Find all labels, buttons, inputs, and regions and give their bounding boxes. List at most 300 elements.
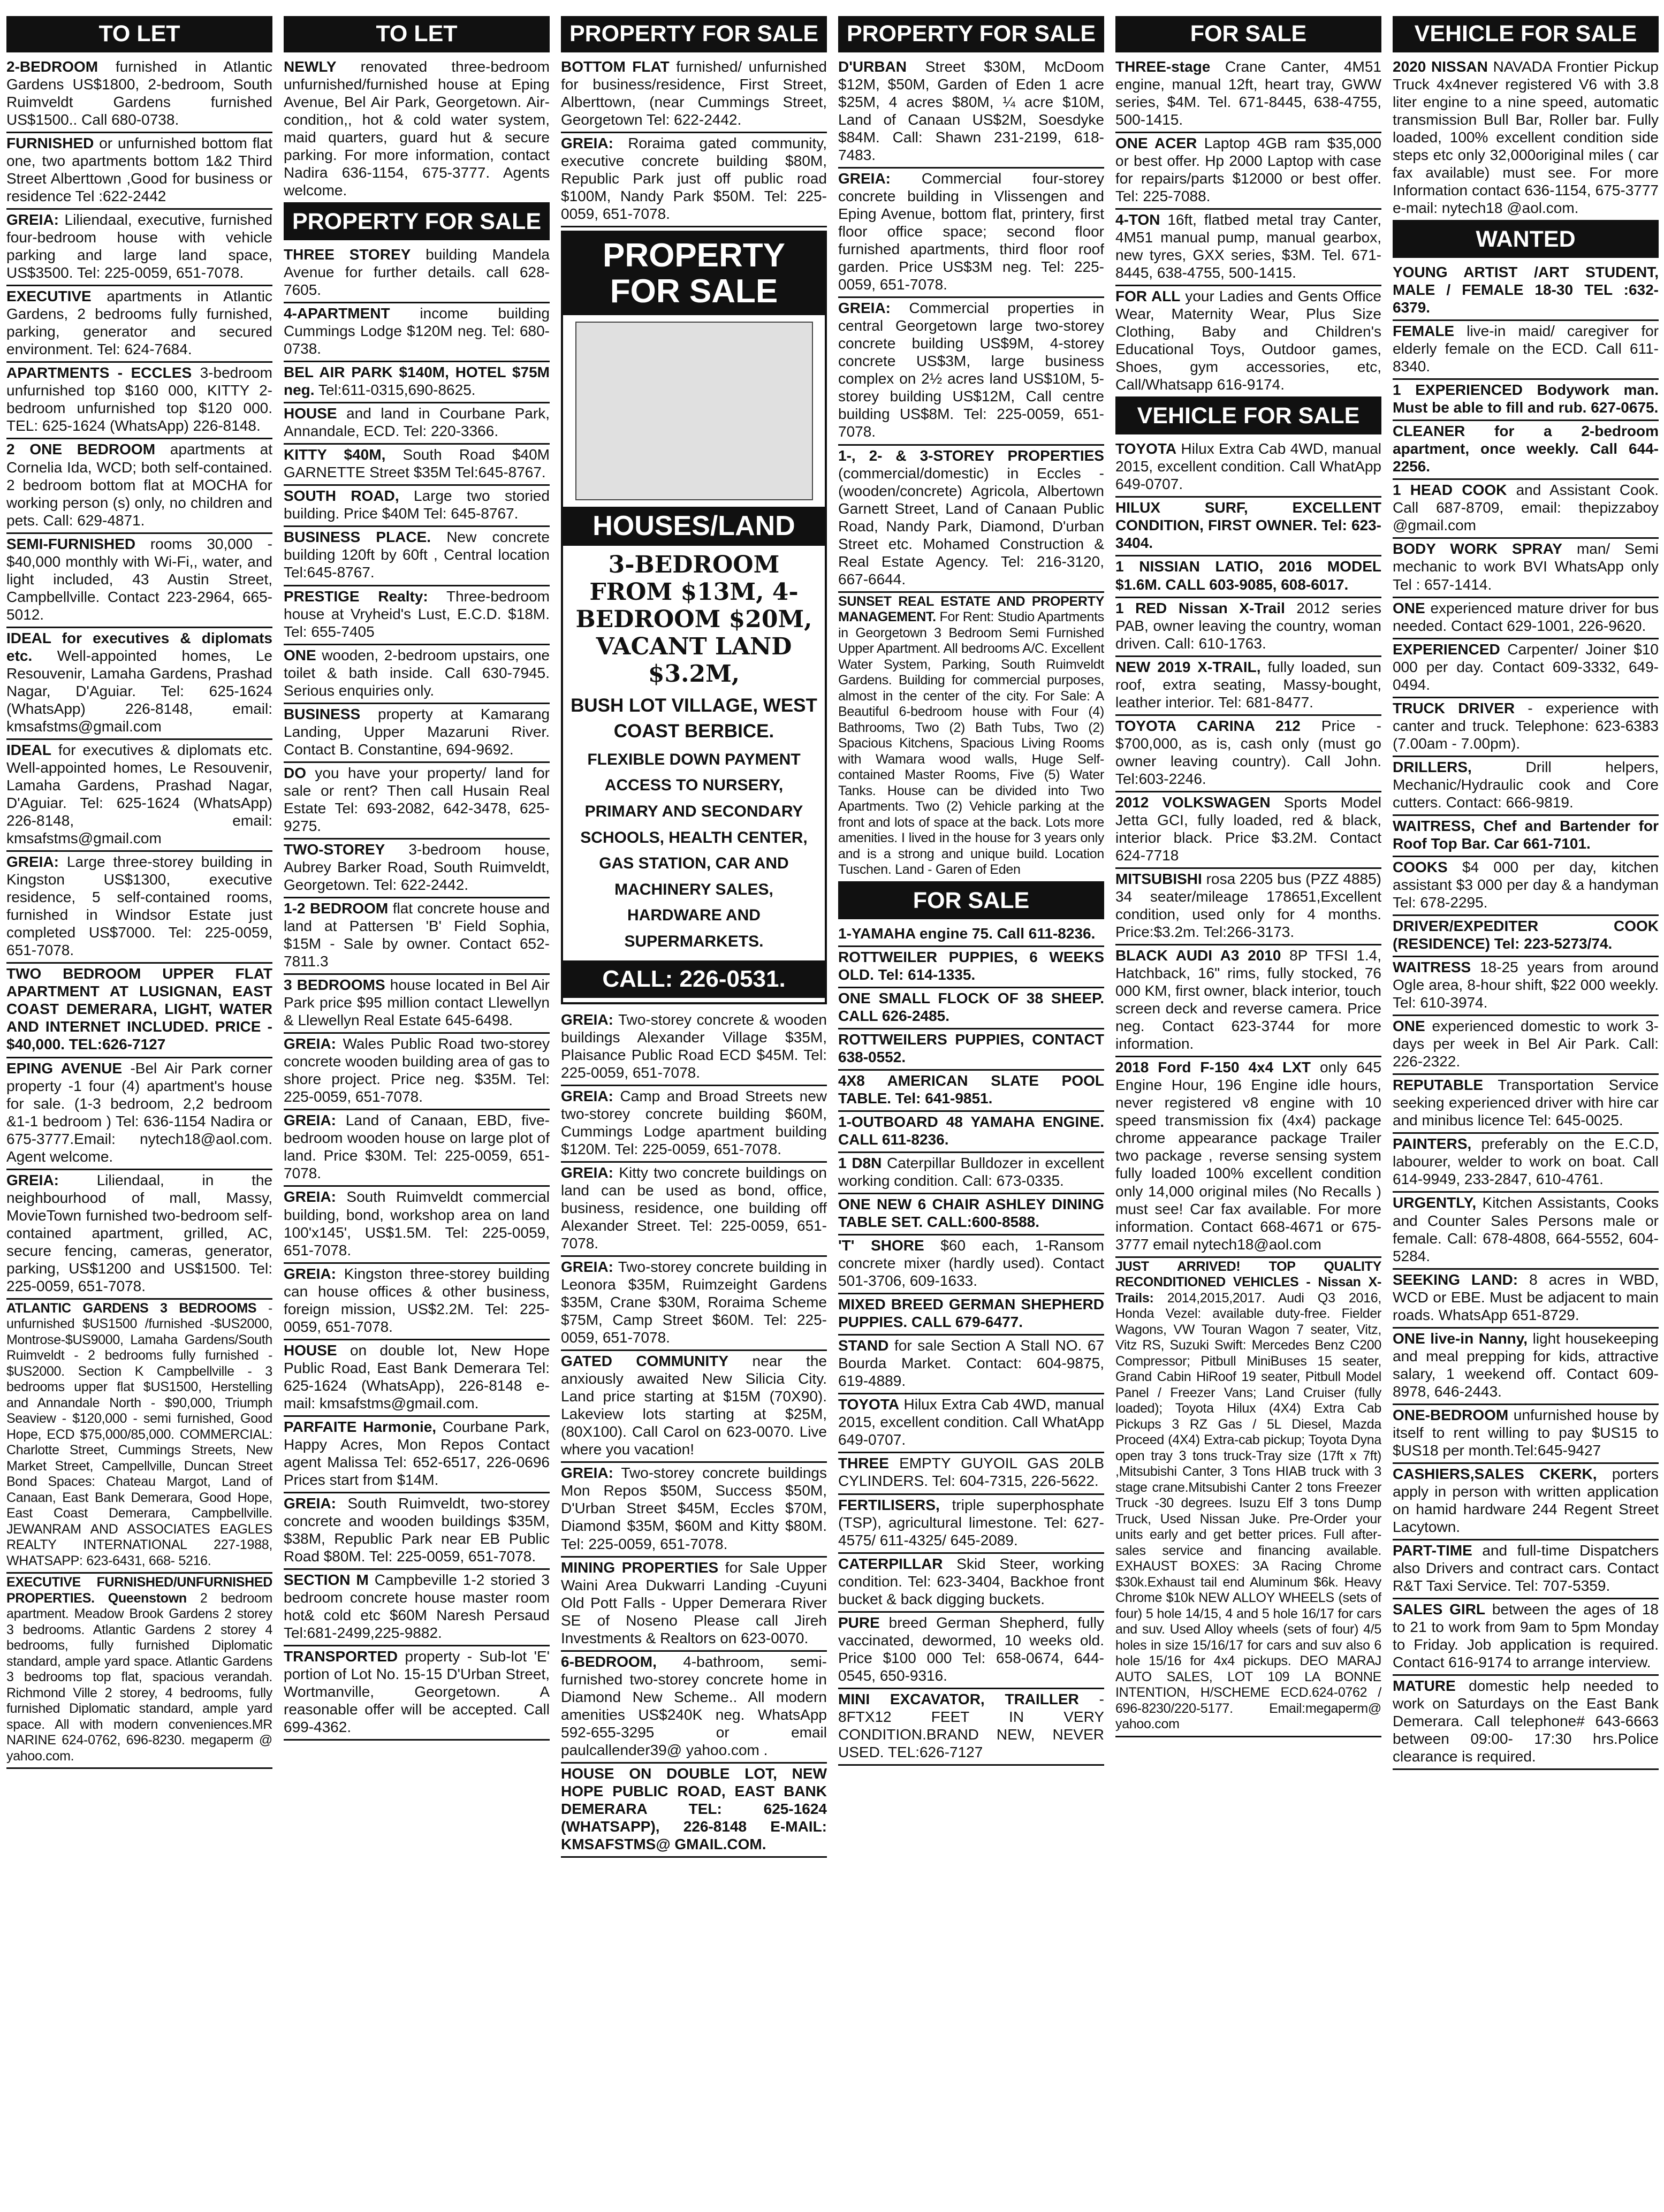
classified-ad <box>284 975 550 1034</box>
ad-lead: EXPERIENCED <box>1393 640 1500 658</box>
classified-ad <box>1393 321 1659 380</box>
classified-ad <box>284 1264 550 1340</box>
ad-lead: GREIA: <box>561 1087 613 1104</box>
ad-lead: MITSUBISHI <box>1115 870 1202 887</box>
ad-lead: JUST ARRIVED! TOP QUALITY RECONDITIONED VEHICLES - Nissan X-Trails: <box>1115 1258 1381 1306</box>
ad-lead: BLACK AUDI A3 2010 <box>1115 947 1281 964</box>
ad-body: breed German Shepherd, fully vaccinated, dewormed, 10 weeks old. Price $100 000 Tel: 658-0674, 644-0545, 650-9316. <box>838 1614 1104 1684</box>
classified-ad <box>284 245 550 303</box>
section-header-to-let: TO LET <box>6 16 272 52</box>
ad-lead: ONE <box>1393 599 1425 616</box>
classified-ad <box>6 964 272 1058</box>
ad-lead: GREIA: <box>838 170 891 187</box>
ad-lead: TRUCK DRIVER <box>1393 699 1515 716</box>
ad-body: 18-25 years from around Ogle area, 8-hour shift, $22 000 weekly. Tel: 610-3974. <box>1393 959 1659 1011</box>
ad-body: Two-storey concrete building in Leonora $35M, Ruimzeight Gardens $35M, Crane $30M, Roraima Scheme $75M, Camp Street $60M. Tel: 225-0059, 651-7078. <box>561 1258 827 1346</box>
classified-ad <box>284 840 550 898</box>
ad-body: Wales Public Road two-storey concrete wooden building area of gas to shore project. Price neg. $35M. Tel: 225-0059, 651-7078. <box>284 1035 550 1105</box>
classified-ad <box>1115 133 1381 210</box>
ad-lead: NEWLY <box>284 58 337 75</box>
ad-lead: GREIA: <box>284 1265 336 1282</box>
feature-ad-houses-land <box>561 231 827 1004</box>
ad-lead: D'URBAN <box>838 58 907 75</box>
ad-lead: THREE <box>838 1455 889 1472</box>
ad-lead: TRANSPORTED <box>284 1648 398 1665</box>
ad-body: flat concrete house and land at Pattersen 'B' Field Sophia, $15M - Sale by owner. Contact 652-7811.3 <box>284 900 550 970</box>
column-3 <box>561 16 827 2205</box>
ad-body: Three-bedroom house at Vryheid's Lust, E.C.D. $18M. Tel: 655-7405 <box>284 588 550 640</box>
ad-body: -Bel Air Park corner property -1 four (4) apartment's house for sale. (1-3 bedroom, 2,2 bedroom &1-1 bedroom ) Tel: 636-1154 Nadira or 675-3777.Email: nytech18@aol.com. Agent welcome. <box>6 1059 272 1165</box>
classified-ad <box>284 1034 550 1110</box>
ad-lead: 1-2 BEDROOM <box>284 900 389 917</box>
feature-prices: 3-BEDROOM FROM $13M, 4-BEDROOM $20M, VACANT LAND $3.2M, <box>575 551 812 688</box>
ad-body: NAVADA Frontier Pickup Truck 4x4never registered V6 with 3.8 liter engine to a nine speed, automatic transmission Bull Bar, Roller bar. Fully loaded, 100% excellent condition side steps etc only 32,000original miles ( car fax available) must see. For more Information contact 636-1154, 675-3777 e-mail: nytech18 @aol.com. <box>1393 58 1659 217</box>
ad-lead: 2018 Ford F-150 4x4 LXT <box>1115 1059 1311 1076</box>
ad-list <box>1393 262 1659 1770</box>
classified-ad <box>561 1558 827 1652</box>
classified-ad <box>838 1394 1104 1453</box>
classified-ad <box>6 1574 272 1769</box>
classified-ad <box>1393 57 1659 222</box>
ad-lead: DO <box>284 764 306 781</box>
ad-lead: CASHIERS,SALES CKERK, <box>1393 1465 1597 1482</box>
ad-lead: TOYOTA <box>1115 440 1177 457</box>
ad-lead: 2 ONE BEDROOM <box>6 441 156 458</box>
ad-lead: TOYOTA CARINA 212 <box>1115 717 1301 734</box>
column-4 <box>838 16 1104 2205</box>
classified-ad <box>838 1453 1104 1494</box>
classified-ad <box>6 363 272 439</box>
ad-body: domestic help needed to work on Saturdays on the East Bank Demerara. Call telephone# 643-6663 between 09:00- 17:30 hrs.Police clearance is required. <box>1393 1677 1659 1765</box>
ad-body: 3-bedroom house, Aubrey Barker Road, South Ruimveldt, Georgetown. Tel: 622-2442. <box>284 841 550 893</box>
ad-body: 2 bedroom apartment. Meadow Brook Gardens 2 storey 3 bedrooms. Atlantic Gardens 2 storey 4 bedrooms, fully furnished Diplomatic standard, ample yard space. Atlantic Gardens 3 bedrooms top flat, spacious verandah. Richmond Ville 2 storey, 4 bedrooms, fully furnished Diplomatic standard, ample yard space. All with modern conveniences.MR NARINE 624-0762, 696-8230. megaperm @ yahoo.com. <box>6 1590 272 1764</box>
ad-body: New concrete building 120ft by 60ft , Central location Tel:645-8767. <box>284 529 550 581</box>
ad-body: Two-storey concrete & wooden buildings Alexander Village $35M, Plaisance Public Road ECD $45M. Tel: 225-0059, 651-7078. <box>561 1011 827 1081</box>
ad-body: South Ruimveldt, two-storey concrete and wooden buildings $35M, $38M, Republic Park near EB Public Road $80M. Tel: 225-0059, 651-7078. <box>284 1494 550 1565</box>
classified-ad <box>284 763 550 840</box>
classified-ad <box>561 1257 827 1351</box>
ad-lead: CLEANER for a 2-bedroom apartment, once weekly. Call 644-2256. <box>1393 423 1659 475</box>
classified-ad <box>1393 1329 1659 1405</box>
ad-body: - experience with canter and truck. Telephone: 623-6383 (7.00am - 7.00pm). <box>1393 699 1659 752</box>
ad-lead: GREIA: <box>561 134 613 151</box>
ad-body: rosa 2205 bus (PZZ 4885) 34 seater/mileage 178651,Excellent condition, used only for 4 months. Price:$3.2m. Tel:266-3173. <box>1115 870 1381 941</box>
column-2 <box>284 16 550 2205</box>
section-header-for-sale: FOR SALE <box>838 883 1104 919</box>
ad-list <box>6 57 272 1769</box>
ad-body: Kitty two concrete buildings on land can be used as bond, office, business, residence, one building off Alexander Street. Tel: 225-0059, 651-7078. <box>561 1164 827 1252</box>
classified-ad <box>1393 957 1659 1016</box>
ad-body: rooms 30,000 - $40,000 monthly with Wi-Fi,, water, and light included, 43 Austin Street, Campbellville. Contact 223-2964, 665-5012. <box>6 535 272 623</box>
ad-body: 16ft, flatbed metal tray Canter, 4M51 manual pump, manual gearbox, new tyres, GXX series, $3M. Tel. 671-8445, 638-4755, 500-1415. <box>1115 211 1381 281</box>
ad-body: (commercial/domestic) in Eccles - (wooden/concrete) Agricola, Albertown Garnett Street, Land of Canaan Public Road, Nandy Park, Diamond, D'urban Street etc. Mohamed Construction & Real Estate Agency. Tel: 216-3120, 667-6644. <box>838 464 1104 588</box>
ad-lead: TWO-STOREY <box>284 841 385 858</box>
classified-ad <box>1393 380 1659 421</box>
classified-ad <box>1115 556 1381 598</box>
ad-lead: SEEKING LAND: <box>1393 1271 1518 1288</box>
classified-ad <box>1393 698 1659 757</box>
classified-ad <box>561 1351 827 1463</box>
ad-lead: 1-OUTBOARD 48 YAMAHA ENGINE. CALL 611-8236. <box>838 1113 1104 1148</box>
ad-lead: TOYOTA <box>838 1396 900 1413</box>
section-header-for-sale: FOR SALE <box>1115 16 1381 52</box>
ad-lead: SOUTH ROAD, <box>284 487 399 505</box>
ad-lead: DRILLERS, <box>1393 758 1472 775</box>
classified-ad <box>1393 916 1659 957</box>
classified-ad <box>838 298 1104 445</box>
ad-lead: URGENTLY, <box>1393 1194 1477 1211</box>
classified-ad <box>1115 286 1381 398</box>
ad-body: man/ Semi mechanic to work BVI WhatsApp only Tel : 657-1414. <box>1393 540 1659 593</box>
ad-body: and full-time Dispatchers also Drivers and contract cars. Contact R&T Taxi Service. Tel: 707-5359. <box>1393 1542 1659 1595</box>
ad-lead: DRIVER/EXPEDITER COOK (RESIDENCE) Tel: 223-5273/74. <box>1393 918 1659 952</box>
ad-lead: GREIA: <box>284 1494 336 1512</box>
feature-heading: PROPERTY FOR SALE <box>563 233 825 315</box>
classified-ad <box>284 1187 550 1263</box>
classified-ad <box>6 133 272 210</box>
ad-lead: HOUSE <box>284 405 337 422</box>
ad-lead: SALES GIRL <box>1393 1601 1486 1618</box>
classified-ad <box>1393 1193 1659 1269</box>
ad-body: for Sale Upper Waini Area Dukwarri Landing -Cuyuni Old Pott Falls - Upper Demerara River SE of Noseno Please call Jireh Investments & Realtors on 623-0070. <box>561 1559 827 1646</box>
ad-body: Camp and Broad Streets new two-storey concrete building $60M, Cummings Lodge apartment building $120M. Tel: 225-0059, 651-7078. <box>561 1087 827 1157</box>
classified-ad <box>1115 57 1381 133</box>
classified-ad <box>284 1340 550 1417</box>
ad-lead: ATLANTIC GARDENS 3 BEDROOMS <box>6 1300 257 1316</box>
ad-lead: GREIA: <box>6 1171 59 1188</box>
ad-body: South Road $40M GARNETTE Street $35M Tel:645-8767. <box>284 446 550 481</box>
ad-body: Sports Model Jetta GCI, fully loaded, red & black, interior black. Price $3.2M. Contact 624-7718 <box>1115 794 1381 864</box>
classified-ad <box>838 169 1104 298</box>
classified-ad <box>838 947 1104 988</box>
ad-body: Campbeville 1-2 storied 3 bedroom concrete house master room hot& cold etc $60M Naresh Persaud Tel:681-2499,225-9882. <box>284 1572 550 1642</box>
ad-body: light housekeeping and meal prepping for kids, attractive salary, 1 weekend off. Contact 609-8978, 646-2443. <box>1393 1330 1659 1400</box>
ad-lead: PURE <box>838 1614 880 1631</box>
column-5 <box>1115 16 1381 2205</box>
ad-body: South Ruimveldt commercial building, bond, workshop area on land 100'x145', US$1.5M. Tel: 225-0059, 651-7078. <box>284 1188 550 1258</box>
ad-body: experienced mature driver for bus needed. Contact 629-1001, 226-9620. <box>1393 599 1659 634</box>
classified-ad <box>838 1613 1104 1689</box>
classified-ad <box>1393 539 1659 598</box>
ad-lead: 'T' SHORE <box>838 1237 924 1254</box>
ad-lead: THREE-stage <box>1115 58 1211 75</box>
ad-body: Liliendaal, in the neighbourhood of mall, Massy, MovieTown furnished two-bedroom self-contained apartment, grilled, AC, secure fencing, cameras, generator, parking, US$1200 and US$1500. Tel: 225-0059, 651-7078. <box>6 1171 272 1294</box>
classified-ad <box>284 1417 550 1493</box>
section-header-vehicle-for-sale: VEHICLE FOR SALE <box>1115 398 1381 434</box>
classified-ad <box>838 1336 1104 1394</box>
ad-list <box>1115 439 1381 1737</box>
classified-ad <box>6 1058 272 1170</box>
ad-lead: PAINTERS, <box>1393 1135 1472 1153</box>
classified-ad <box>1115 498 1381 556</box>
ad-lead: 2020 NISSAN <box>1393 58 1488 75</box>
classified-ad <box>6 628 272 740</box>
classified-ad <box>284 1493 550 1570</box>
ad-lead: GREIA: <box>561 1258 613 1276</box>
ad-lead: PART-TIME <box>1393 1542 1472 1559</box>
ad-lead: BOTTOM FLAT <box>561 58 670 75</box>
classified-ad <box>1115 210 1381 286</box>
classified-ad <box>838 1495 1104 1554</box>
classified-ad <box>6 740 272 852</box>
classified-ad <box>561 1652 827 1764</box>
ad-body: Land of Canaan, EBD, five-bedroom wooden house on large plot of land. Price $30M. Tel: 225-0059, 651-7078. <box>284 1112 550 1182</box>
classified-ad <box>1393 262 1659 321</box>
classified-ad <box>6 1170 272 1300</box>
classified-ad <box>284 57 550 204</box>
ad-lead: EXECUTIVE FURNISHED/UNFURNISHED PROPERTIES. Queenstown <box>6 1575 272 1606</box>
ad-lead: 1 NISSIAN LATIO, 2016 MODEL $1.6M. CALL 603-9085, 608-6017. <box>1115 558 1381 593</box>
section-header-wanted: WANTED <box>1393 222 1659 258</box>
ad-lead: BUSINESS <box>284 705 361 722</box>
ad-lead: COOKS <box>1393 858 1448 875</box>
ad-lead: 1-YAMAHA engine 75. Call 611-8236. <box>838 925 1096 942</box>
classified-ad <box>1393 1540 1659 1599</box>
ad-lead: TWO BEDROOM UPPER FLAT APARTMENT AT LUSIGNAN, EAST COAST DEMERARA, LIGHT, WATER AND INTERNET INCLUDED. PRICE - $40,000. TEL:626-7127 <box>6 965 272 1053</box>
ad-lead: GREIA: <box>6 853 59 871</box>
ad-list <box>561 57 827 227</box>
ad-body: Liliendaal, executive, furnished four-bedroom house with vehicle parking and large land space, US$3500. Tel: 225-0059, 651-7078. <box>6 211 272 281</box>
classified-ad <box>838 1071 1104 1112</box>
classified-ad <box>6 852 272 964</box>
ad-body: and land in Courbane Park, Annandale, ECD. Tel: 220-3366. <box>284 405 550 440</box>
ad-body: furnished in Atlantic Gardens US$1800, 2-bedroom, South Ruimveldt Gardens furnished US$1500.. Call 680-0738. <box>6 58 272 128</box>
ad-lead: 1 D8N <box>838 1154 882 1171</box>
ad-lead: BEL AIR PARK $140M, HOTEL $75M neg. <box>284 364 550 399</box>
ad-lead: THREE STOREY <box>284 246 411 263</box>
classified-ad <box>284 645 550 704</box>
ad-lead: ONE live-in Nanny, <box>1393 1330 1528 1347</box>
ad-body: between the ages of 18 to 21 to work from 9am to 5pm Monday to Friday. Job application is required. Contact 616-9174 to arrange interview. <box>1393 1601 1659 1671</box>
ad-body: Hilux Extra Cab 4WD, manual 2015, excellent condition. Call WhatApp 649-0707. <box>1115 440 1381 493</box>
ad-body: Price - $700,000, as is, cash only (must go owner leaving country). Call John. Tel:603-2246. <box>1115 717 1381 787</box>
classified-ad <box>838 1235 1104 1294</box>
ad-lead: FERTILISERS, <box>838 1496 940 1513</box>
classified-ad <box>561 1086 827 1163</box>
ad-list <box>284 245 550 1741</box>
ad-lead: REPUTABLE <box>1393 1077 1484 1094</box>
ad-body: porters apply in person with written application on hamid hardware 244 Regent Street Lacytown. <box>1393 1465 1659 1535</box>
classified-ad <box>1393 1075 1659 1134</box>
ad-lead: SEMI-FURNISHED <box>6 535 136 552</box>
ad-body: For Rent: Studio Apartments in Georgetown 3 Bedroom Semi Furnished Upper Apartment. All bedrooms A/C. Excellent Water System, Parking, South Ruimveldt Gardens. Building for commercial purposes, almost in the center of the city. For Sale: A Beautiful 6-bedroom house with Four (4) Bathrooms, Two (2) Bath Tubs, Two (2) Spacious Kitchens, Spacious Living Rooms with Wamara wood walls, Huge Self-contained Master Rooms, Five (5) Water Tanks. House can be divided into Two Apartments. Two (2) Vehicle parking at the front and lots of space at the back. Lots more amenities. I lived in the house for 3 years only and is a strong and unique build. Location Tuschen. Land - Garen of Eden <box>838 609 1104 878</box>
classified-ad <box>1393 1599 1659 1676</box>
classified-ad <box>838 1294 1104 1336</box>
classified-ad <box>1115 1057 1381 1257</box>
classified-ad <box>838 1194 1104 1235</box>
classified-ad <box>561 1010 827 1086</box>
ad-lead: YOUNG ARTIST /ART STUDENT, MALE / FEMALE 18-30 TEL :632-6379. <box>1393 264 1659 316</box>
ad-body: for sale Section A Stall NO. 67 Bourda Market. Contact: 604-9875, 619-4889. <box>838 1337 1104 1390</box>
ad-body: - 8FTX12 FEET IN VERY CONDITION.BRAND NEW, NEVER USED. TEL:626-7127 <box>838 1690 1104 1760</box>
ad-body: Courbane Park, Happy Acres, Mon Repos Contact agent Malissa Tel: 652-6517, 226-0696 Prices start from $14M. <box>284 1418 550 1488</box>
ad-body: apartments at Cornelia Ida, WCD; both self-contained. 2 bedroom bottom flat at MOCHA for working person (s) only, no children and pets. Call: 629-4871. <box>6 441 272 529</box>
ad-body: building Mandela Avenue for further details. call 628-7605. <box>284 246 550 299</box>
classified-ad <box>1393 1405 1659 1464</box>
classified-ad <box>1115 439 1381 498</box>
ad-body: Carpenter/ Joiner $10 000 per day. Contact 609-3332, 649-0494. <box>1393 640 1659 693</box>
ad-lead: HOUSE <box>284 1341 337 1359</box>
classified-ad <box>1115 657 1381 716</box>
ad-body: Well-appointed homes, Le Resouvenir, Lamaha Gardens, Prashad Nagar, D'Aguiar. Tel: 625-1624 (WhatsApp) 226-8148, email: kmsafstms@gmail.com <box>6 647 272 735</box>
ad-body: Roraima gated community, executive concrete building $80M, Republic Park just off public road $100M, Nandy Park $50M. Tel: 225-0059, 651-7078. <box>561 134 827 223</box>
classified-ad <box>284 1646 550 1741</box>
ad-body: Crane Canter, 4M51 engine, manual 12ft, heart tray, GWW series, $4M. Tel. 671-8445, 638-4755, 500-1415. <box>1115 58 1381 128</box>
ad-body: - unfurnished $US1500 /furnished -$US2000, Montrose-$US9000, Lamaha Gardens/South Ruimveldt - 2 bedrooms fully furnished - $US2000. Section K Campbellville - 3 bedrooms upper flat $US1500, Herstelling and Annandale North - $90,000, Triumph Seaview - $120,000 - semi furnished, Good Hope, ECD $75,000/85,000. COMMERCIAL: Charlotte Street, Cummings Streets, New Market Street, Campellville, Duncan Street Bond Spaces: Chateau Margot, Land of Canaan, East Bank Demerara, Good Hope, East Coast Demerara, Campbellville. JEWANRAM AND ASSOCIATES EAGLES REALTY INTERNATIONAL 227-1988, WHATSAPP: 623-6431, 668- 5216. <box>6 1300 272 1568</box>
section-header-property-for-sale: PROPERTY FOR SALE <box>284 204 550 240</box>
classified-ad <box>6 1300 272 1574</box>
classified-ad <box>1393 639 1659 698</box>
ad-body: house located in Bel Air Park price $95 million contact Llewellyn & Llewellyn Real Estate 645-6498. <box>284 977 550 1029</box>
ad-body: unfurnished house by itself to rent willing to pay $US15 to $US18 per month.Tel:645-9427 <box>1393 1406 1659 1459</box>
ad-body: renovated three-bedroom unfurnished/furnished house at Eping Avenue, Bel Air Park, Georgetown. Air-condition,, hot & cold water system, maid quarters, guard hut & secure parking. For more information, contact Nadira 636-1154, 675-3777. Agents welcome. <box>284 58 550 199</box>
ad-lead: EXECUTIVE <box>6 288 92 305</box>
classified-ad <box>1393 598 1659 639</box>
ad-lead: EPING AVENUE <box>6 1059 123 1077</box>
ad-body: apartments in Atlantic Gardens, 2 bedrooms fully furnished, parking, generator and secured environment. Tel: 624-7684. <box>6 288 272 358</box>
classified-ad <box>284 704 550 763</box>
ad-body: your Ladies and Gents Office Wear, Maternity Wear, Plus Size Clothing, Baby and Children's Educational Toys, Outdoor games, Shoes, gym accessories, etc, Call/Whatsapp 616-9174. <box>1115 288 1381 393</box>
ad-body: property at Kamarang Landing, Upper Mazaruni River. Contact B. Constantine, 694-9692. <box>284 705 550 758</box>
ad-list <box>284 57 550 204</box>
classified-ad <box>838 1554 1104 1613</box>
ad-lead: 3 BEDROOMS <box>284 977 385 994</box>
classified-ad <box>561 1463 827 1557</box>
classified-ad <box>284 486 550 527</box>
classified-ad <box>284 586 550 645</box>
ad-body: property - Sub-lot 'E' portion of Lot No. 15-15 D'Urban Street, Wortmanville, Georgetown. A reasonable offer will be accepted. Call 699-4362. <box>284 1648 550 1736</box>
section-header-vehicle-for-sale: VEHICLE FOR SALE <box>1393 16 1659 52</box>
ad-lead: GATED COMMUNITY <box>561 1353 729 1370</box>
section-header-property-for-sale: PROPERTY FOR SALE <box>561 16 827 52</box>
classified-ad <box>284 403 550 445</box>
classified-ad <box>6 57 272 133</box>
section-header-to-let: TO LET <box>284 16 550 52</box>
classified-ad <box>1393 1134 1659 1193</box>
ad-body: 2012 series PAB, owner leaving the country, woman driven. Call: 610-1763. <box>1115 599 1381 652</box>
classified-ad <box>1115 1258 1381 1737</box>
classified-ad <box>6 286 272 363</box>
ad-lead: ONE <box>1393 1018 1425 1035</box>
classified-ad <box>1115 869 1381 945</box>
ad-body: 8 acres in WBD, WCD or EBE. Must be adjacent to main roads. WhatsApp 651-8729. <box>1393 1271 1659 1323</box>
ad-lead: 1 HEAD COOK <box>1393 482 1507 499</box>
ad-body: Drill helpers, Mechanic/Hydraulic cook and Core cutters. Contact: 666-9819. <box>1393 758 1659 811</box>
ad-lead: NEW 2019 X-TRAIL, <box>1115 658 1261 675</box>
ad-body: Kitchen Assistants, Cooks and Counter Sales Persons male or female. Call: 678-4808, 664-5552, 604-5284. <box>1393 1194 1659 1264</box>
classified-ad <box>838 1689 1104 1766</box>
house-photo <box>575 322 813 500</box>
feature-subheading: HOUSES/LAND <box>563 507 825 546</box>
classified-ad <box>838 446 1104 593</box>
ad-body: Commercial properties in central Georgetown large two-storey concrete building US$9M, 4-storey concrete US$3M, large business complex on 2½ acres land US$10M, 5-storey building US$12M, Call centre building US$8M. Tel: 225-0059, 651-7078. <box>838 300 1104 440</box>
ad-lead: 1-, 2- & 3-STOREY PROPERTIES <box>838 447 1104 464</box>
classified-ad <box>1393 1676 1659 1770</box>
ad-lead: HOUSE ON DOUBLE LOT, NEW HOPE PUBLIC ROAD, EAST BANK DEMERARA TEL: 625-1624 (WHATSAPP), 226-8148 E-MAIL: KMSAFSTMS@ GMAIL.COM. <box>561 1765 827 1853</box>
classified-ad <box>1393 421 1659 480</box>
ad-lead: ONE ACER <box>1115 134 1197 151</box>
ad-body: Transportation Service seeking experienced driver with hire car and minibus licence Tel: 645-0025. <box>1393 1077 1659 1129</box>
ad-body: Tel:611-0315,690-8625. <box>314 382 476 399</box>
ad-lead: ROTTWEILERS PUPPIES, CONTACT 638-0552. <box>838 1031 1104 1065</box>
ad-lead: BUSINESS PLACE. <box>284 529 431 546</box>
ad-body: EMPTY GUYOIL GAS 20LB CYLINDERS. Tel: 604-7315, 226-5622. <box>838 1455 1104 1490</box>
classified-ad <box>1115 598 1381 657</box>
ad-lead: GREIA: <box>561 1465 613 1482</box>
ad-body: Street $30M, McDoom $12M, $50M, Garden of Eden 1 acre $25M, 4 acres $80M, ¼ acre $10M, Land of Canaan US$2M, Soesdyke $84M. Call: Shawn 231-2199, 618-7483. <box>838 58 1104 164</box>
ad-lead: 6-BEDROOM, <box>561 1653 657 1670</box>
classified-ad <box>1115 945 1381 1057</box>
column-6 <box>1393 16 1659 2205</box>
classified-ad <box>6 439 272 533</box>
ad-lead: GREIA: <box>561 1011 613 1028</box>
classified-ad <box>6 210 272 286</box>
ad-lead: ONE SMALL FLOCK OF 38 SHEEP. CALL 626-2485. <box>838 989 1104 1024</box>
ad-body: Hilux Extra Cab 4WD, manual 2015, excellent condition. Call WhatApp 649-0707. <box>838 1396 1104 1448</box>
ad-body: preferably on the E.C.D, labourer, welder to work on boat. Call 614-9949, 233-2847, 610-4761. <box>1393 1135 1659 1188</box>
classified-ad <box>1393 757 1659 816</box>
classified-ad <box>284 303 550 362</box>
ad-body: wooden, 2-bedroom upstairs, one toilet & bath inside. Call 630-7945. Serious enquiries only. <box>284 646 550 699</box>
ad-lead: 4-TON <box>1115 211 1160 228</box>
ad-lead: 4X8 AMERICAN SLATE POOL TABLE. Tel: 641-9851. <box>838 1072 1104 1107</box>
ad-body: $60 each, 1-Ransom concrete mixer (hardly used). Contact 501-3706, 609-1633. <box>838 1237 1104 1290</box>
feature-location: BUSH LOT VILLAGE, WEST COAST BERBICE. <box>571 695 817 742</box>
ad-body: live-in maid/ caregiver for elderly female on the ECD. Call 611-8340. <box>1393 323 1659 375</box>
ad-list <box>838 924 1104 1766</box>
classified-ad <box>1393 480 1659 539</box>
ad-lead: APARTMENTS - ECCLES <box>6 364 192 382</box>
ad-lead: 1 RED Nissan X-Trail <box>1115 599 1285 616</box>
ad-body: for executives & diplomats etc. Well-appointed homes, Le Resouvenir, Lamaha Gardens, Prashad Nagar, D'Aguiar. Tel: 625-1624 (WhatsApp) 226-8148, email: kmsafstms@gmail.com <box>6 741 272 847</box>
ad-body: Kingston three-storey building can house offices & other business, foreign mission, US$2.2M. Tel: 225-0059, 651-7078. <box>284 1265 550 1335</box>
ad-body: near the anxiously awaited New Silicia City. Land price starting at $15M (70X90). Lakeview lots starting at $25M, (80X100). Call Carol on 623-0070. Live where you vacation! <box>561 1353 827 1458</box>
classified-ad <box>838 57 1104 169</box>
ad-body: $4 000 per day, kitchen assistant $3 000 per day & a handyman Tel: 678-2295. <box>1393 858 1659 911</box>
ad-lead: GREIA: <box>284 1035 336 1052</box>
ad-lead: FOR ALL <box>1115 288 1181 305</box>
ad-lead: GREIA: <box>284 1188 336 1206</box>
ad-lead: MIXED BREED GERMAN SHEPHERD PUPPIES. CALL 679-6477. <box>838 1296 1104 1331</box>
ad-lead: BODY WORK SPRAY <box>1393 540 1562 558</box>
ad-lead: KITTY $40M, <box>284 446 386 463</box>
ad-body: Caterpillar Bulldozer in excellent working condition. Call: 673-0335. <box>838 1154 1104 1189</box>
ad-body: Two-storey concrete buildings Mon Repos $50M, Success $50M, D'Urban Street $45M, Eccles $70M, Diamond $35M, $60M and Kitty $80M. Tel: 225-0059, 651-7078. <box>561 1465 827 1552</box>
ad-lead: ONE NEW 6 CHAIR ASHLEY DINING TABLE SET. CALL:600-8588. <box>838 1196 1104 1231</box>
ad-lead: STAND <box>838 1337 889 1354</box>
classified-ad <box>838 593 1104 883</box>
ad-lead: HILUX SURF, EXCELLENT CONDITION, FIRST OWNER. Tel: 623-3404. <box>1115 499 1381 552</box>
ad-lead: GREIA: <box>284 1112 336 1129</box>
classified-ad <box>284 445 550 486</box>
classified-ad <box>284 362 550 403</box>
ad-lead: CATERPILLAR <box>838 1555 943 1572</box>
ad-body: 8P TFSI 1.4, Hatchback, 16" rims, fully stocked, 76 000 KM, first owner, black interior, touch screen deck and reverse camera. Price neg. Contact 623-3744 for more information. <box>1115 947 1381 1052</box>
feature-amenities: FLEXIBLE DOWN PAYMENT ACCESS TO NURSERY, PRIMARY AND SECONDARY SCHOOLS, HEALTH CENTER, GAS STATION, CAR AND MACHINERY SALES, HARDWARE AND SUPERMARKETS. <box>580 750 808 951</box>
ad-lead: 4-APARTMENT <box>284 305 390 322</box>
ad-lead: MINI EXCAVATOR, TRAILLER <box>838 1690 1079 1707</box>
ad-body: 3-bedroom unfurnished top $160 000, KITTY 2-bedroom unfurnished top $120 000. TEL: 625-1624 (WhatsApp) 226-8148. <box>6 364 272 434</box>
classified-ad <box>561 1163 827 1257</box>
ad-lead: 1 EXPERIENCED Bodywork man. Must be able to fill and rub. 627-0675. <box>1393 382 1659 416</box>
classified-ad <box>838 1112 1104 1153</box>
ad-lead: MINING PROPERTIES <box>561 1559 719 1576</box>
classified-ad <box>1393 1464 1659 1540</box>
ad-lead: GREIA: <box>561 1164 613 1181</box>
ad-body: and Assistant Cook. Call 687-8709, email: thepizzaboy @gmail.com <box>1393 482 1659 534</box>
ad-list <box>838 57 1104 883</box>
ad-body: you have your property/ land for sale or rent? Then call Husain Real Estate Tel: 693-2082, 642-3478, 625-9275. <box>284 764 550 834</box>
